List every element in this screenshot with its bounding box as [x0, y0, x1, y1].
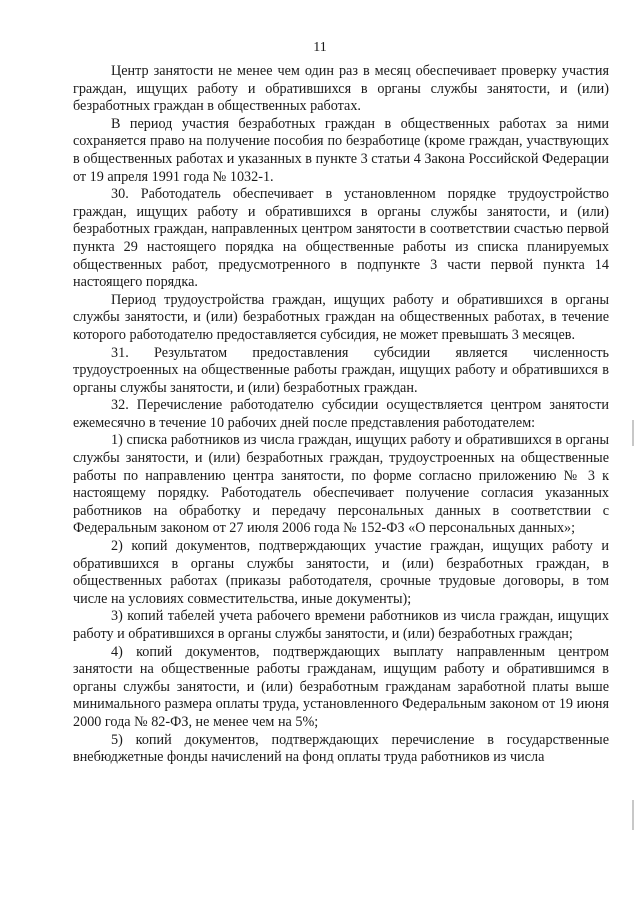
document-body	[73, 63, 609, 767]
scan-edge-mark-lower	[632, 800, 634, 830]
paragraph-employment-period: Период трудоустройства граждан, ищущих работу и обратившихся в органы службы занятости, и (или) безработных граждан на общественных работах, в течение которого работодателю предоставляется субсидия, не может превышать 3 месяцев.	[73, 291, 609, 343]
paragraph-item-1: 1) списка работников из числа граждан, ищущих работу и обратившихся в органы службы занятости, и (или) безработных граждан, трудоустроенных на общественные работы по направлению центра занятости, по форме согласно приложению № 3 к настоящему порядку. Работодатель обеспечивает получение согласия указанных работников на обработку и передачу персональных данных в соответствии с Федеральным законом от 27 июля 2006 года № 152-ФЗ «О персональных данных»;	[73, 432, 609, 537]
paragraph-item-4: 4) копий документов, подтверждающих выплату направленным центром занятости на общественные работы гражданам, ищущим работу и обратившимся в органы службы занятости, и (или) безработным гражданам заработной платы выше минимального размера оплаты труда, установленного Федеральным законом от 19 июня 2000 года № 82-ФЗ, не менее чем на 5%;	[73, 643, 609, 730]
scan-edge-mark-upper	[632, 420, 634, 446]
paragraph-employment-center-check: Центр занятости не менее чем один раз в месяц обеспечивает проверку участия граждан, ищущих работу и обратившихся в органы службы занятости, и (или) безработных граждан в общественных работах.	[73, 63, 609, 115]
paragraph-clause-31: 31. Результатом предоставления субсидии является численность трудоустроенных на общественные работы граждан, ищущих работу и обратившихся в органы службы занятости, и (или) безработных граждан.	[73, 344, 609, 396]
paragraph-unemployment-benefit: В период участия безработных граждан в общественных работах за ними сохраняется право на получение пособия по безработице (кроме граждан, участвующих в общественных работах и указанных в пункте 3 статьи 4 Закона Российской Федерации от 19 апреля 1991 года № 1032-1.	[73, 115, 609, 185]
paragraph-item-3: 3) копий табелей учета рабочего времени работников из числа граждан, ищущих работу и обратившихся в органы службы занятости, и (или) безработных граждан;	[73, 608, 609, 642]
paragraph-clause-30: 30. Работодатель обеспечивает в установленном порядке трудоустройство граждан, ищущих работу и обратившихся в органы службы занятости, и (или) безработных граждан, направленных центром занятости в соответствии счастью первой пункта 29 настоящего порядка на общественные работы из списка планируемых общественных работ, предусмотренного в подпункте 3 части первой пункта 14 настоящего порядка.	[73, 186, 609, 291]
page-number: 11	[313, 40, 327, 55]
paragraph-clause-32: 32. Перечисление работодателю субсидии осуществляется центром занятости ежемесячно в течение 10 рабочих дней после представления работодателем:	[73, 397, 609, 431]
paragraph-item-5: 5) копий документов, подтверждающих перечисление в государственные внебюджетные фонды начислений на фонд оплаты труда работников из числа	[73, 731, 609, 766]
paragraph-item-2: 2) копий документов, подтверждающих участие граждан, ищущих работу и обратившихся в органы службы занятости, и (или) безработных граждан, в общественных работах (приказы работодателя, срочные трудовые договоры, в том числе на условиях совместительства, иные документы);	[73, 538, 609, 607]
